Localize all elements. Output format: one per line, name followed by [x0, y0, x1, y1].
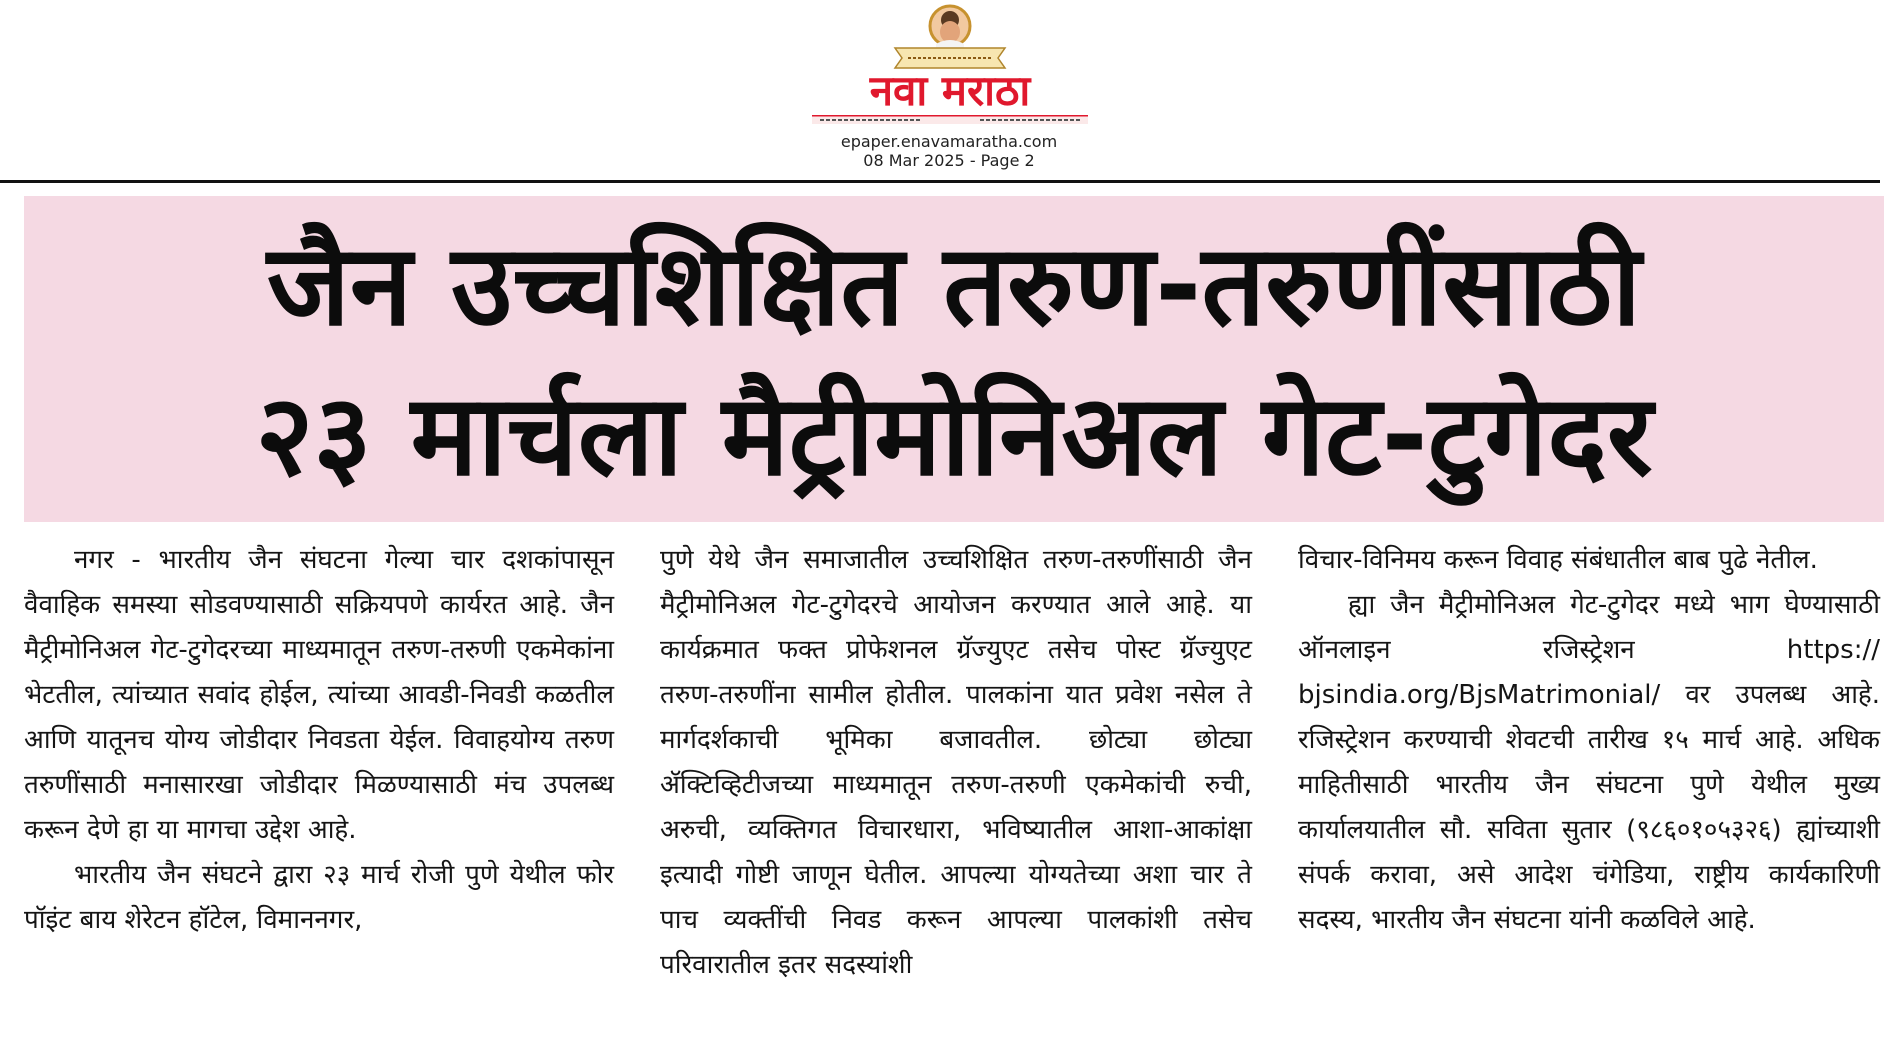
- article-column-2: [660, 538, 1252, 1038]
- headline-line-1: जैन उच्चशिक्षित तरुण-तरुणींसाठी: [266, 221, 1642, 351]
- headline-line-2: २३ मार्चला मैट्रीमोनिअल गेट-टुगेदर: [255, 371, 1653, 501]
- issue-date-page: 08 Mar 2025 - Page 2: [863, 151, 1035, 170]
- article-column-1: [24, 538, 614, 1038]
- masthead-divider: [0, 180, 1880, 183]
- headline-box: [24, 196, 1884, 522]
- masthead: [0, 0, 1898, 180]
- article-paragraph: विचार-विनिमय करून विवाह संबंधातील बाब पुढे नेतील.: [1298, 545, 1818, 575]
- article-column-3: [1298, 538, 1880, 1038]
- article-paragraph: ह्या जैन मैट्रीमोनिअल गेट-टुगेदर मध्ये भाग घेण्यासाठी ऑनलाइन रजिस्ट्रेशन https:// bjsindia.org/BjsMatrimonial/ वर उपलब्ध आहे. रजिस्ट्रेशन करण्याची शेवटची तारीख १५ मार्च आहे. अधिक माहितीसाठी भारतीय जैन संघटना पुणे येथील मुख्य कार्यालयातील सौ. सविता सुतार (९८६०१०५३२६) ह्यांच्याशी संपर्क करावा, असे आदेश चंगेडिया, राष्ट्रीय कार्यकारिणी सदस्य, भारतीय जैन संघटना यांनी कळविले आहे.: [1298, 590, 1880, 935]
- epaper-site[interactable]: epaper.enavamaratha.com: [840, 132, 1058, 151]
- article-paragraph: पुणे येथे जैन समाजातील उच्चशिक्षित तरुण-तरुणींसाठी जैन मैट्रीमोनिअल गेट-टुगेदरचे आयोजन करण्यात आले आहे. या कार्यक्रमात फक्त प्रोफेशनल ग्रॅज्युएट तसेच पोस्ट ग्रॅज्युएट तरुण-तरुणींना सामील होतील. पालकांना यात प्रवेश नसेल ते मार्गदर्शकाची भूमिका बजावतील. छोट्या छोट्या ॲक्टिव्हिटीजच्या माध्यमातून तरुण-तरुणी एकमेकांची रुची, अरुची, व्यक्तिगत विचारधारा, भविष्यातील आशा-आकांक्षा इत्यादी गोष्टी जाणून घेतील. आपल्या योग्यतेच्या अशा चार ते पाच व्यक्तींची निवड करून आपल्या पालकांशी तसेच परिवारातील इतर सदस्यांशी: [660, 545, 1252, 980]
- article-paragraph: नगर - भारतीय जैन संघटना गेल्या चार दशकांपासून वैवाहिक समस्या सोडवण्यासाठी सक्रियपणे कार्यरत आहे. जैन मैट्रीमोनिअल गेट-टुगेदरच्या माध्यमातून तरुण-तरुणी एकमेकांना भेटतील, त्यांच्यात सवांद होईल, त्यांच्या आवडी-निवडी कळतील आणि यातूनच योग्य जोडीदार निवडता येईल. विवाहयोग्य तरुण तरुणींसाठी मनासारखा जोडीदार मिळण्यासाठी मंच उपलब्ध करून देणे हा या मागचा उद्देश आहे.: [24, 545, 614, 845]
- newspaper-logo: [800, 2, 1100, 128]
- article-paragraph: भारतीय जैन संघटने द्वारा २३ मार्च रोजी पुणे येथील फोर पॉइंट बाय शेरेटन हॉटेल, विमाननगर,: [24, 860, 614, 935]
- logo-wordmark: नवा मराठा: [869, 66, 1031, 115]
